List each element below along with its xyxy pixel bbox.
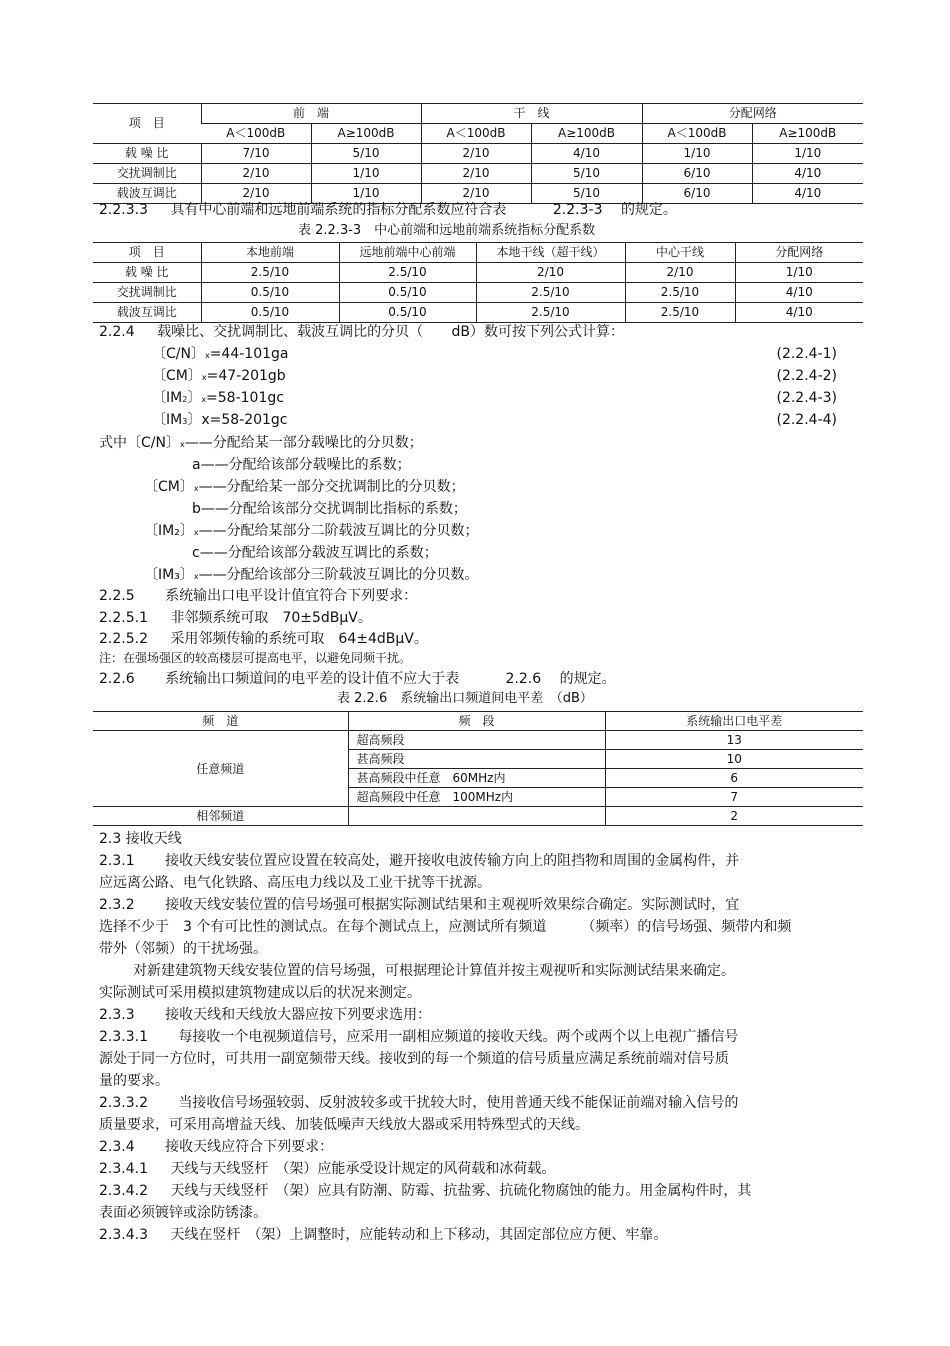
cell: 4/10 xyxy=(735,303,863,323)
cell: 1/10 xyxy=(735,263,863,283)
subheader: A≥100dB xyxy=(531,124,642,144)
where-text: ——分配给某一部分交扰调制比的分贝数； xyxy=(198,479,465,495)
paragraph-line: 表面必须镀锌或涂防锈漆。 xyxy=(99,1205,267,1221)
row-label: 载 噪 比 xyxy=(93,144,201,164)
clause-text: 天线与天线竖杆 （架）应具有防潮、防霉、抗盐雾、抗硫化物腐蚀的能力。用金属构件时，其 xyxy=(170,1183,752,1199)
section-heading-2-3: 2.3 接收天线 xyxy=(99,831,182,847)
cell: 4/10 xyxy=(752,164,863,184)
cell: 0.5/10 xyxy=(339,303,476,323)
clause-text: 系统输出口电平设计值宜符合下列要求： xyxy=(165,588,418,604)
paragraph-2-2-5-1 xyxy=(99,608,372,628)
eq-subscript: 3 xyxy=(182,417,188,426)
unit: dB xyxy=(451,324,471,340)
where-line xyxy=(192,543,438,563)
equation-number: (2.2.4-3) xyxy=(776,390,837,406)
value-cell: 7 xyxy=(605,788,863,807)
paragraph-line: 对新建建筑物天线安装位置的信号场强，可根据理论计算值并按主观视听和实际测试结果来确定。 xyxy=(133,963,735,979)
cell: 0.5/10 xyxy=(201,303,339,323)
eq-bracket: 〕 xyxy=(187,412,202,428)
table-3-caption: 表 2.2.6 系统输出口频道间电平差 （dB） xyxy=(337,691,593,706)
subheader: A＜100dB xyxy=(642,124,752,144)
cell: 2.5/10 xyxy=(476,303,625,323)
where-text: ——分配给某部分二阶载波互调比的分贝数； xyxy=(198,523,479,539)
header-cell: 分配网络 xyxy=(735,243,863,263)
clause-text: 系统输出口频道间的电平差的设计值不应大于表 xyxy=(165,671,460,687)
paragraph-2-3-2 xyxy=(99,895,739,915)
row-label: 载波互调比 xyxy=(93,303,201,323)
cell: 1/10 xyxy=(311,184,421,204)
clause-text: 天线在竖杆 （架）上调整时，应能转动和上下移动，其固定部位应方便、牢靠。 xyxy=(170,1227,668,1243)
header-group-trunk: 干 线 xyxy=(421,104,642,124)
where-lead: 式中〔C/N〕 xyxy=(99,435,180,451)
header-cell: 本地前端 xyxy=(201,243,339,263)
equation-3 xyxy=(152,388,284,410)
clause-text: 接收天线安装位置的信号场强可根据实际测试结果和主观视听效果综合确定。实际测试时，宜 xyxy=(165,897,740,913)
clause-text: 载噪比、交扰调制比、载波互调比的分贝（ xyxy=(157,324,424,340)
table-row xyxy=(93,303,863,323)
cell: 1/10 xyxy=(311,164,421,184)
cell: 1/10 xyxy=(752,144,863,164)
paragraph-2-3-3 xyxy=(99,1005,431,1025)
band-cell: 甚高频段中任意 60MHz内 xyxy=(348,769,605,788)
clause-tail: ）数可按下列公式计算： xyxy=(470,324,625,340)
where-line xyxy=(144,565,479,587)
paragraph-2-2-6 xyxy=(99,669,616,689)
clause-text: 具有中心前端和远地前端系统的指标分配系数应符合表 xyxy=(170,202,507,218)
clause-number: 2.3.3.2 xyxy=(99,1095,148,1111)
allocation-table-1 xyxy=(93,103,863,204)
eq-lhs: 〔C/N〕 xyxy=(152,346,205,362)
cell: 2/10 xyxy=(421,164,531,184)
band-cell xyxy=(348,807,605,826)
where-subscript: x xyxy=(179,440,185,449)
table-row xyxy=(93,164,863,184)
paragraph-line: 源处于同一方位时，可共用一副宽频带天线。接收到的每一个频道的信号质量应满足系统前端对信号质 xyxy=(99,1051,729,1067)
value-cell: 10 xyxy=(605,750,863,769)
clause-number: 2.3.2 xyxy=(99,897,135,913)
eq-lhs: 〔IM xyxy=(152,390,183,406)
value-cell: 6 xyxy=(605,769,863,788)
eq-subscript: x xyxy=(201,373,207,382)
eq-lhs: 〔IM xyxy=(152,412,183,428)
header-cell: 中心干线 xyxy=(625,243,735,263)
eq-lhs: 〔CM〕 xyxy=(152,368,202,384)
eq-rhs: =44-101ga xyxy=(209,346,289,362)
header-cell: 项 目 xyxy=(93,243,201,263)
equation-number: (2.2.4-1) xyxy=(776,346,837,362)
header-cell: 系统输出口电平差 xyxy=(605,712,863,731)
clause-number: 2.2.5.2 xyxy=(99,631,148,647)
where-lead: a xyxy=(192,457,201,473)
cell: 2/10 xyxy=(625,263,735,283)
subheader: A＜100dB xyxy=(421,124,531,144)
clause-number: 2.2.5.1 xyxy=(99,610,148,626)
level-difference-table xyxy=(93,711,863,826)
table-reference: 2.2.6 xyxy=(505,671,542,687)
row-label: 载 噪 比 xyxy=(93,263,201,283)
cell: 5/10 xyxy=(531,184,642,204)
clause-text: 非邻频系统可取 70±5dBμV。 xyxy=(170,610,372,626)
where-text: ——分配给该部分三阶载波互调比的分贝数。 xyxy=(198,567,479,583)
where-lead: 〔CM〕 xyxy=(144,479,194,495)
cell: 7/10 xyxy=(201,144,311,164)
clause-number: 2.2.3.3 xyxy=(99,202,148,218)
header-cell: 频 道 xyxy=(93,712,348,731)
where-line xyxy=(144,521,479,543)
clause-number: 2.3.3.1 xyxy=(99,1029,148,1045)
where-subscript: x xyxy=(193,528,199,537)
cell: 5/10 xyxy=(531,164,642,184)
table-row xyxy=(93,283,863,303)
clause-text: 每接收一个电视频道信号，应采用一副相应频道的接收天线。两个或两个以上电视广播信号 xyxy=(178,1029,739,1045)
eq-bracket: 〕 xyxy=(187,390,202,406)
row-label: 交扰调制比 xyxy=(93,283,201,303)
table-row xyxy=(93,807,863,826)
where-text: ——分配给该部分交扰调制比指标的系数； xyxy=(200,501,467,517)
where-lead: b xyxy=(192,501,201,517)
where-text: ——分配给该部分载波互调比的系数； xyxy=(199,545,438,561)
subheader: A≥100dB xyxy=(311,124,421,144)
cell: 2.5/10 xyxy=(625,303,735,323)
table-row xyxy=(93,731,863,750)
clause-number: 2.2.4 xyxy=(99,324,135,340)
allocation-table-2 xyxy=(93,242,863,323)
clause-tail: 的规定。 xyxy=(620,202,677,218)
clause-text: 接收天线安装位置应设置在较高处，避开接收电波传输方向上的阻挡物和周围的金属构件，并 xyxy=(165,853,740,869)
cell: 4/10 xyxy=(531,144,642,164)
cell: 2.5/10 xyxy=(476,283,625,303)
band-cell: 超高频段 xyxy=(348,731,605,750)
clause-text: 采用邻频传输的系统可取 64±4dBμV。 xyxy=(170,631,428,647)
band-cell: 甚高频段 xyxy=(348,750,605,769)
table-row xyxy=(93,263,863,283)
eq-rhs: x=58-201gc xyxy=(201,412,288,428)
band-cell: 超高频段中任意 100MHz内 xyxy=(348,788,605,807)
clause-number: 2.3.4.3 xyxy=(99,1227,148,1243)
where-lead: 〔IM₃〕 xyxy=(144,567,194,583)
table-2-caption: 表 2.2.3-3 中心前端和远地前端系统指标分配系数 xyxy=(298,223,596,238)
clause-tail: 的规定。 xyxy=(559,671,616,687)
equation-number: (2.2.4-2) xyxy=(776,368,837,384)
where-line xyxy=(192,455,411,475)
paragraph-2-3-4-1 xyxy=(99,1159,555,1179)
equation-2 xyxy=(152,366,286,388)
paragraph-2-3-4-2 xyxy=(99,1181,751,1201)
where-subscript: x xyxy=(193,572,199,581)
cell: 2.5/10 xyxy=(625,283,735,303)
paragraph-line: 质量要求，可采用高增益天线、加装低噪声天线放大器或采用特殊型式的天线。 xyxy=(99,1117,589,1133)
eq-rhs: =58-101gc xyxy=(206,390,284,406)
where-text: ——分配给某一部分载噪比的分贝数； xyxy=(184,435,423,451)
paragraph-line: 实际测试可采用模拟建筑物建成以后的状况来测定。 xyxy=(99,985,421,1001)
eq-subscript: x xyxy=(201,395,207,404)
clause-text: 天线与天线竖杆 （架）应能承受设计规定的风荷载和冰荷载。 xyxy=(170,1161,556,1177)
paragraph-line: 选择不少于 3 个有可比性的测试点。在每个测试点上，应测试所有频道 （频率）的信号场强、频带内和频 xyxy=(99,919,792,935)
paragraph-2-3-4-3 xyxy=(99,1225,667,1245)
cell: 5/10 xyxy=(311,144,421,164)
paragraph-2-2-5 xyxy=(99,586,417,606)
where-lead: c xyxy=(192,545,200,561)
cell: 2/10 xyxy=(421,184,531,204)
where-line xyxy=(144,477,465,499)
channel-group: 相邻频道 xyxy=(93,807,348,826)
paragraph-2-3-1 xyxy=(99,851,739,871)
clause-text: 当接收信号场强较弱、反射波较多或干扰较大时，使用普通天线不能保证前端对输入信号的 xyxy=(178,1095,739,1111)
header-group-front: 前 端 xyxy=(201,104,421,124)
row-label: 交扰调制比 xyxy=(93,164,201,184)
header-item: 项 目 xyxy=(93,104,201,144)
equation-4 xyxy=(152,410,288,432)
where-subscript: x xyxy=(193,484,199,493)
equation-1 xyxy=(152,344,289,366)
clause-number: 2.3.3 xyxy=(99,1007,135,1023)
clause-text: 接收天线和天线放大器应按下列要求选用： xyxy=(165,1007,432,1023)
paragraph-2-3-3-2 xyxy=(99,1093,738,1113)
cell: 2/10 xyxy=(476,263,625,283)
clause-text: 接收天线应符合下列要求： xyxy=(165,1139,334,1155)
table-row xyxy=(93,144,863,164)
clause-number: 2.3.4.2 xyxy=(99,1183,148,1199)
paragraph-2-3-4 xyxy=(99,1137,333,1157)
paragraph-2-2-3-3 xyxy=(99,200,677,220)
clause-number: 2.2.6 xyxy=(99,671,135,687)
cell: 1/10 xyxy=(642,144,752,164)
cell: 2/10 xyxy=(201,164,311,184)
cell: 2/10 xyxy=(421,144,531,164)
channel-group: 任意频道 xyxy=(93,731,348,807)
note: 注：在强场强区的较高楼层可提高电平，以避免同频干扰。 xyxy=(99,651,412,665)
value-cell: 2 xyxy=(605,807,863,826)
cell: 2.5/10 xyxy=(339,263,476,283)
cell: 4/10 xyxy=(735,283,863,303)
clause-number: 2.2.5 xyxy=(99,588,135,604)
eq-subscript: x xyxy=(204,351,210,360)
where-lead: 〔IM₂〕 xyxy=(144,523,194,539)
cell: 0.5/10 xyxy=(339,283,476,303)
clause-number: 2.3.1 xyxy=(99,853,135,869)
subheader: A≥100dB xyxy=(752,124,863,144)
paragraph-line: 带外（邻频）的干扰场强。 xyxy=(99,941,267,957)
clause-number: 2.3.4 xyxy=(99,1139,135,1155)
paragraph-line: 应远离公路、电气化铁路、高压电力线以及工业干扰等干扰源。 xyxy=(99,875,491,891)
paragraph-2-2-5-2 xyxy=(99,629,428,649)
paragraph-2-2-4 xyxy=(99,322,624,342)
header-cell: 本地干线（超干线） xyxy=(476,243,625,263)
where-line xyxy=(99,433,423,455)
cell: 2/10 xyxy=(201,184,311,204)
subheader: A＜100dB xyxy=(201,124,311,144)
clause-number: 2.3.4.1 xyxy=(99,1161,148,1177)
cell: 2.5/10 xyxy=(201,263,339,283)
table-reference: 2.2.3-3 xyxy=(552,202,603,218)
value-cell: 13 xyxy=(605,731,863,750)
cell: 6/10 xyxy=(642,184,752,204)
paragraph-2-3-3-1 xyxy=(99,1027,738,1047)
cell: 6/10 xyxy=(642,164,752,184)
where-line xyxy=(192,499,467,519)
cell: 4/10 xyxy=(752,184,863,204)
header-cell: 远地前端中心前端 xyxy=(339,243,476,263)
equation-number: (2.2.4-4) xyxy=(776,412,837,428)
where-text: ——分配给该部分载噪比的系数； xyxy=(200,457,411,473)
row-label: 载波互调比 xyxy=(93,184,201,204)
header-group-distribution: 分配网络 xyxy=(642,104,863,124)
eq-subscript: 2 xyxy=(182,395,188,404)
header-cell: 频 段 xyxy=(348,712,605,731)
eq-rhs: =47-201gb xyxy=(206,368,286,384)
paragraph-line: 量的要求。 xyxy=(99,1073,169,1089)
cell: 0.5/10 xyxy=(201,283,339,303)
